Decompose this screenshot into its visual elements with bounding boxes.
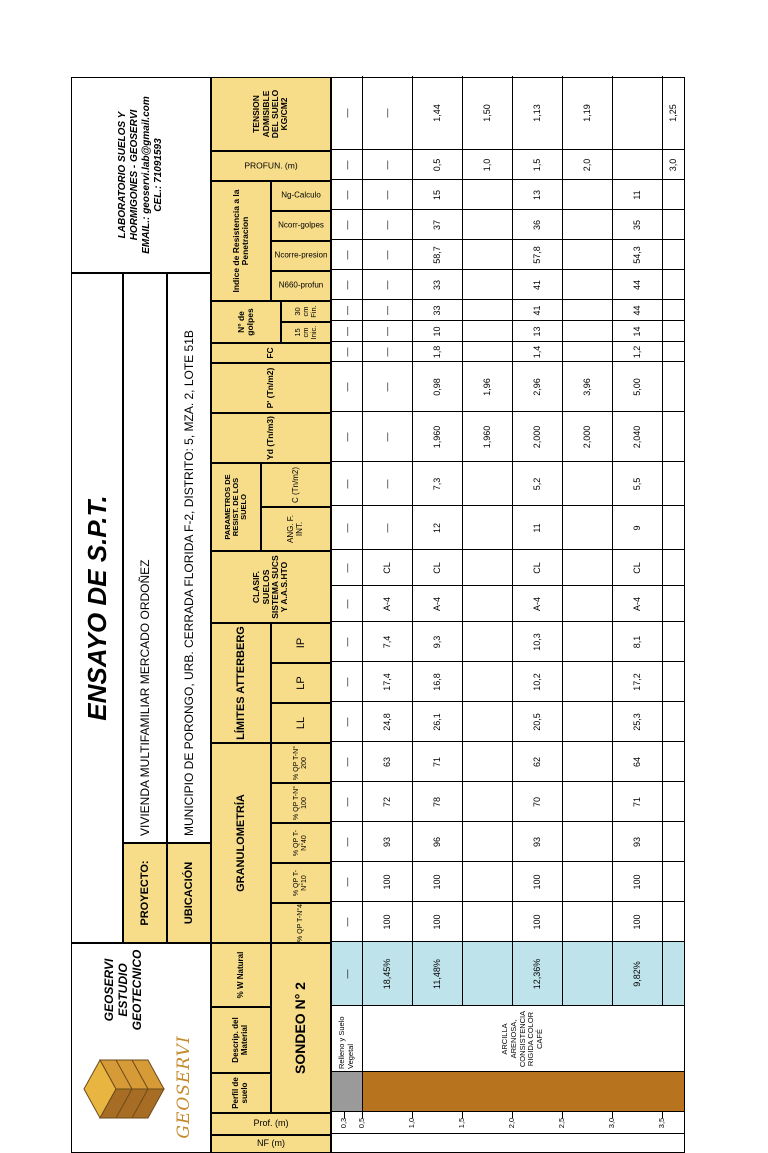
cell-ncalc: —: [341, 190, 352, 200]
cell-n15: —: [381, 327, 392, 336]
cell-n60: —: [341, 280, 352, 290]
cell-w: 11,48%: [431, 959, 442, 989]
soil-profile-clay: [362, 1072, 684, 1112]
cell-lp: —: [341, 677, 352, 687]
att-col-header-ll: [271, 703, 331, 743]
att-col-text-ip: IP: [294, 637, 307, 649]
cell-g40: 96: [431, 837, 442, 848]
cell-ncalc: 11: [631, 190, 642, 200]
lab-line-1: LABORATORIO SUELOS Y: [117, 111, 128, 239]
cell-ll: 26,1: [431, 713, 442, 731]
depth-tick-mark: [562, 1112, 563, 1118]
cell-p: —: [381, 382, 392, 392]
cell-g10: 100: [431, 874, 442, 890]
depth-tick-mark: [512, 1112, 513, 1118]
cell-yd: 1,960: [481, 425, 492, 449]
gran-col-text-4: % QP T-N° 100: [293, 785, 308, 821]
cell-n30: —: [341, 306, 352, 315]
cell-fc: —: [341, 347, 352, 357]
cell-ncp: —: [341, 250, 352, 260]
gran-col-text-3: % QP T-N°40: [293, 829, 308, 857]
depth-tick-mark: [362, 1112, 363, 1118]
cell-w: —: [341, 969, 352, 979]
depth-tick-mark: [412, 1112, 413, 1118]
location-value: MUNICIPIO DE PORONGO, URB. CERRADA FLORIDA F-2, DISTRITO: 5, MZA. 2, LOTE 51B: [181, 330, 196, 836]
cell-g4: —: [341, 917, 352, 927]
grid-hline: [662, 76, 663, 1006]
cell-q: —: [341, 108, 352, 118]
cell-q: —: [381, 108, 392, 118]
cell-p: 0,98: [431, 378, 442, 396]
cell-ncg: 36: [531, 220, 542, 231]
cell-sucs: CL: [381, 562, 392, 574]
gran-col-header-4: [271, 783, 331, 823]
gran-col-text-2: % QP T-N°10: [293, 869, 308, 897]
nf-header: [211, 1135, 331, 1153]
ang-header-text: ANG. F. INT.: [286, 515, 304, 544]
n60-header: [271, 271, 331, 301]
project-label: PROYECTO:: [138, 860, 151, 926]
depth-tick-mark: [344, 1112, 345, 1118]
spt-report-sheet: [71, 77, 685, 1153]
cell-q: 1,50: [481, 104, 492, 122]
ncorr-pres-header: [271, 241, 331, 271]
cell-g100: 70: [531, 797, 542, 808]
prof-header: [211, 1113, 331, 1135]
lab-info-box: [71, 77, 211, 273]
cell-p: 1,96: [481, 378, 492, 396]
cell-aashto: A-4: [531, 597, 542, 612]
cell-g40: 93: [631, 837, 642, 848]
cell-ncalc: 15: [431, 190, 442, 201]
cell-g4: 100: [381, 914, 392, 930]
ncorr-golpes-header-text: Ncorr-golpes: [278, 220, 324, 230]
cell-ip: 8,1: [631, 635, 642, 649]
report-title: ENSAYO DE S.P.T.: [81, 495, 112, 721]
location-label-cell: [167, 843, 211, 943]
clasif-header: [211, 551, 331, 623]
cell-sucs: CL: [531, 562, 542, 574]
tension-header-text: TENSION ADMISIBLE DEL SUELO KG/CM2: [251, 89, 290, 139]
profun-header: [211, 151, 331, 181]
clasif-header-text: CLASIF. SUELOS SISTEMA SUCS Y A.A.S.HTO: [251, 555, 290, 619]
cell-g4: 100: [631, 914, 642, 930]
cell-aashto: A-4: [431, 597, 442, 612]
cell-g100: 71: [631, 797, 642, 808]
att-col-header-ip: [271, 623, 331, 663]
att-col-header-lp: [271, 663, 331, 703]
cell-prof: 1,0: [481, 158, 492, 172]
depth-tick-label: 3,0: [606, 1117, 616, 1129]
cell-q: 1,19: [581, 104, 592, 122]
sondeo-header: [271, 943, 331, 1113]
cell-fc: 1,2: [631, 345, 642, 359]
cell-n15: —: [341, 327, 352, 336]
company-name-line-2: ESTUDIO: [116, 963, 130, 1017]
cell-g40: —: [341, 837, 352, 847]
tension-header: [211, 77, 331, 151]
cell-yd: 2,040: [631, 425, 642, 449]
cell-yd: 2,000: [581, 425, 592, 449]
depth-tick-mark: [662, 1112, 663, 1118]
gran-col-text-1: % QP T-N°4: [297, 904, 305, 942]
golpes-15-header: [281, 322, 331, 343]
location-value-cell: [167, 273, 211, 843]
cell-g200: 64: [631, 757, 642, 768]
logo-wordmark: GEOSERVI: [174, 1035, 194, 1139]
cell-ll: —: [341, 717, 352, 727]
cell-aashto: —: [341, 599, 352, 609]
cell-c: 7,3: [431, 477, 442, 491]
golpes-header-text: N° de golpes: [235, 308, 255, 336]
ncorr-pres-header-text: Ncorre-presion: [274, 250, 328, 260]
cell-g100: 72: [381, 797, 392, 808]
lab-line-2: HORMIGONES - GEOSERVI: [129, 109, 140, 241]
cell-aashto: A-4: [631, 597, 642, 612]
cohesion-header: [261, 463, 331, 507]
cell-n30: 33: [431, 305, 442, 316]
ang-header: [261, 507, 331, 551]
layer-desc-topsoil: Relleno y Suelo Vegetal: [337, 1016, 355, 1069]
project-value-cell: [123, 273, 167, 843]
cell-n60: 44: [631, 280, 642, 291]
depth-tick-label: 2,5: [556, 1117, 566, 1129]
nf-header-text: NF (m): [257, 1138, 285, 1149]
company-name-line-3: GEOTECNICO: [130, 949, 144, 1031]
cell-prof: 2,0: [581, 158, 592, 172]
layer-desc-clay: ARCILLA ARENOSA, CONSISTENCIA RIGIDA COLOR CAFÉ: [500, 1010, 544, 1068]
cell-ncg: —: [381, 220, 392, 230]
sondeo-header-text: SONDEO N° 2: [292, 982, 309, 1074]
cell-w: 12,36%: [531, 958, 542, 990]
depth-tick-mark: [612, 1112, 613, 1118]
cell-n30: —: [381, 306, 392, 315]
cell-ang: 12: [431, 523, 442, 534]
cell-ncalc: 13: [531, 190, 542, 201]
cell-c: 5,2: [531, 477, 542, 491]
cell-g200: 63: [381, 757, 392, 768]
data-area: [331, 77, 685, 1153]
yd-header: [211, 413, 331, 463]
cell-ip: —: [341, 637, 352, 647]
grid-vline: [332, 1071, 684, 1072]
project-value: VIVIENDA MULTIFAMILIAR MERCADO ORDOÑEZ: [138, 559, 152, 836]
cell-prof: —: [341, 160, 352, 170]
cell-ll: 20,5: [531, 713, 542, 731]
fc-header: [211, 343, 331, 363]
cell-ang: —: [381, 523, 392, 533]
cell-c: —: [341, 479, 352, 489]
cell-ip: 9,3: [431, 635, 442, 649]
layer-boundary-line: [362, 1006, 363, 1112]
indice-header: [211, 181, 271, 301]
project-label-cell: [123, 843, 167, 943]
gran-col-header-2: [271, 863, 331, 903]
cell-prof: —: [381, 160, 392, 170]
cell-g4: 100: [531, 914, 542, 930]
atterberg-header: [211, 623, 271, 743]
depth-tick-mark: [462, 1112, 463, 1118]
cell-lp: 17,2: [631, 673, 642, 691]
company-name-line-1: GEOSERVI: [102, 958, 116, 1022]
humidity-header-text: % W Natural: [235, 951, 245, 999]
cell-ip: 7,4: [381, 635, 392, 649]
depth-tick-label: 1,0: [406, 1117, 416, 1129]
cell-prof: 1,5: [531, 158, 542, 172]
cell-g10: 100: [531, 874, 542, 890]
ncorr-golpes-header: [271, 211, 331, 241]
cell-c: 5,5: [631, 477, 642, 491]
perfil-header-text: Perfil de suelo: [231, 1077, 249, 1109]
cell-p: 5,00: [631, 378, 642, 396]
company-name: [102, 946, 144, 1034]
cell-g40: 93: [381, 837, 392, 848]
descrip-header-text: Descrip. del Material: [231, 1017, 249, 1063]
cell-yd: —: [381, 432, 392, 442]
depth-tick-label: 2,0: [506, 1117, 516, 1129]
depth-tick-label: 1,5: [456, 1117, 466, 1129]
cell-fc: —: [381, 347, 392, 357]
cell-w: 18,45%: [381, 958, 392, 990]
cell-g10: —: [341, 877, 352, 887]
geoservi-logo-icon: [80, 1054, 170, 1124]
n60-header-text: N660-profun: [278, 280, 324, 290]
cell-g4: 100: [431, 914, 442, 930]
gran-col-text-5: % QP T-N° 200: [293, 745, 308, 781]
gran-col-header-5: [271, 743, 331, 783]
param-header-text: PARAMETROS DE RESIST. DE LOS SUELO: [222, 474, 249, 540]
location-label: UBICACIÓN: [182, 861, 195, 925]
golpes-15-text: 15 cm Inic.: [292, 325, 319, 340]
fc-header-text: FC: [265, 347, 276, 359]
att-col-text-lp: LP: [294, 676, 307, 690]
cell-ncg: 37: [431, 220, 442, 231]
ncalc-header: [271, 181, 331, 211]
cell-lp: 16,8: [431, 673, 442, 691]
prof-header-text: Prof. (m): [253, 1118, 289, 1129]
profun-header-text: PROFUN. (m): [244, 160, 298, 171]
grid-hline: [462, 76, 463, 1006]
granulometry-header-text: GRANULOMETRÍA: [234, 794, 247, 892]
depth-tick-label: 0,5: [356, 1117, 366, 1129]
header-logo-box: [71, 943, 211, 1153]
cell-q: 1,44: [431, 104, 442, 122]
lab-line-3: EMAIL.: geoservi.lab@gmail.com: [141, 96, 152, 254]
cell-yd: —: [341, 432, 352, 442]
cell-p: —: [341, 382, 352, 392]
cell-n15: 10: [431, 326, 442, 337]
perfil-header: [211, 1073, 271, 1113]
gran-col-header-3: [271, 823, 331, 863]
cell-sucs: CL: [431, 562, 442, 574]
cell-g10: 100: [381, 874, 392, 890]
cell-n30: 44: [631, 305, 642, 316]
indice-header-text: Indice de Resistencia a la Penetracion: [230, 189, 250, 293]
cell-n30: 41: [531, 305, 542, 316]
cell-n15: 13: [531, 326, 542, 337]
cell-ncp: 54,3: [631, 246, 642, 264]
cell-ncalc: —: [381, 190, 392, 200]
cell-g100: —: [341, 797, 352, 807]
p-header-text: P' (Tn/m2): [265, 367, 276, 409]
cell-w: 9,82%: [631, 961, 642, 987]
depth-tick-label: 0,3: [338, 1117, 348, 1129]
cell-c: —: [381, 479, 392, 489]
cell-lp: 17,4: [381, 673, 392, 691]
cell-q: 1,25: [667, 104, 678, 122]
cell-ang: 11: [531, 523, 542, 533]
cell-ip: 10,3: [531, 633, 542, 651]
cell-prof: 0,5: [431, 158, 442, 172]
cell-ang: 9: [631, 525, 642, 531]
param-header: [211, 463, 261, 551]
yd-header-text: Yd (Tn/m3): [265, 416, 276, 460]
cell-p: 3,96: [581, 378, 592, 396]
cell-g10: 100: [631, 874, 642, 890]
cell-ncp: —: [381, 250, 392, 260]
cell-g200: —: [341, 757, 352, 767]
cell-ncp: 57,8: [531, 246, 542, 264]
cell-fc: 1,4: [531, 345, 542, 359]
cell-sucs: CL: [631, 562, 642, 574]
cell-n60: 33: [431, 280, 442, 291]
cell-ll: 24,8: [381, 713, 392, 731]
cell-lp: 10,2: [531, 673, 542, 691]
cell-q: 1,13: [531, 104, 542, 122]
cell-g40: 93: [531, 837, 542, 848]
cell-n60: 41: [531, 280, 542, 291]
cell-aashto: A-4: [381, 597, 392, 612]
soil-profile-topsoil: [332, 1072, 362, 1112]
cell-ll: 25,3: [631, 713, 642, 731]
cohesion-header-text: C (Tn/m2): [290, 467, 300, 503]
atterberg-header-text: LÍMITES ATTERBERG: [234, 626, 247, 740]
humidity-header: [211, 943, 271, 1007]
cell-p: 2,96: [531, 378, 542, 396]
cell-fc: 1,8: [431, 345, 442, 359]
cell-prof: 3,0: [667, 158, 678, 172]
att-col-text-ll: LL: [294, 716, 307, 730]
granulometry-header: [211, 743, 271, 943]
cell-ang: —: [341, 523, 352, 533]
cell-sucs: —: [341, 563, 352, 573]
cell-n15: 14: [631, 326, 642, 337]
cell-yd: 1,960: [431, 425, 442, 449]
gran-col-header-1: [271, 903, 331, 943]
cell-n60: —: [381, 280, 392, 290]
golpes-30-header: [281, 301, 331, 322]
cell-g200: 71: [431, 757, 442, 768]
cell-g100: 78: [431, 797, 442, 808]
cell-ncg: 35: [631, 220, 642, 231]
cell-yd: 2,000: [531, 425, 542, 449]
golpes-30-text: 30 cm Fin.: [292, 305, 319, 318]
report-title-box: [71, 273, 123, 943]
descrip-header: [211, 1007, 271, 1073]
grid-hline: [562, 76, 563, 1006]
cell-ncg: —: [341, 220, 352, 230]
cell-g200: 62: [531, 757, 542, 768]
p-header: [211, 363, 331, 413]
cell-ncp: 58,7: [431, 246, 442, 264]
depth-tick-label: 3,5: [656, 1117, 666, 1129]
ncalc-header-text: Ng-Calculo: [281, 190, 321, 200]
lab-line-4: CEL.: 71091593: [153, 138, 164, 212]
golpes-header: [211, 301, 281, 343]
